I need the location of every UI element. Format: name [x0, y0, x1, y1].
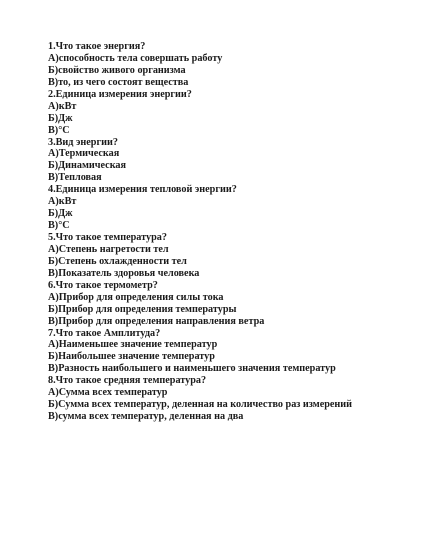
answer-2c: В)°С [48, 124, 70, 136]
answer-6c: В)Прибор для определения направления ветра [48, 315, 265, 327]
question-6: 6.Что такое термометр? [48, 279, 158, 291]
answer-7a: А)Наименьшее значение температур [48, 339, 218, 351]
question-5: 5.Что такое температура? [48, 232, 167, 243]
question-3: 3.Вид энергии? [48, 136, 118, 148]
question-7: 7.Что такое Амплитуда? [48, 327, 161, 339]
answer-1c: В)то, из чего состоят вещества [48, 76, 189, 88]
answer-4b: Б)Дж [48, 208, 73, 220]
answer-2b: Б)Дж [48, 112, 73, 124]
answer-4a: А)кВт [48, 196, 77, 208]
answer-8b: Б)Сумма всех температур, деленная на количество раз измерений [48, 399, 353, 411]
answer-3b: Б)Динамическая [48, 160, 127, 172]
answer-3c: В)Тепловая [48, 172, 102, 184]
answer-7b: Б)Наибольшее значение температур [48, 351, 215, 363]
answer-2a: А)кВт [48, 100, 77, 112]
answer-8c: В)сумма всех температур, деленная на два [48, 411, 244, 423]
answer-6b: Б)Прибор для определения температуры [48, 303, 237, 315]
question-8: 8.Что такое средняя температура? [48, 375, 207, 387]
question-2: 2.Единица измерения энергии? [48, 88, 192, 100]
quiz-text [48, 41, 428, 423]
answer-8a: А)Сумма всех температур [48, 387, 168, 399]
answer-3a: А)Термическая [48, 148, 120, 160]
answer-5c: В)Показатель здоровья человека [48, 267, 200, 279]
question-4: 4.Единица измерения тепловой энергии? [48, 184, 237, 196]
answer-1a: А)способность тела совершать работу [48, 52, 223, 64]
answer-4c: В)°С [48, 220, 70, 232]
question-1: 1.Что такое энергия? [48, 41, 146, 52]
answer-5b: Б)Степень охлажденности тел [48, 255, 187, 267]
answer-6a: А)Прибор для определения силы тока [48, 291, 224, 303]
answer-5a: А)Степень нагретости тел [48, 243, 169, 255]
answer-7c: В)Разность наибольшего и наименьшего значения температур [48, 363, 336, 375]
answer-1b: Б)свойство живого организма [48, 64, 186, 76]
